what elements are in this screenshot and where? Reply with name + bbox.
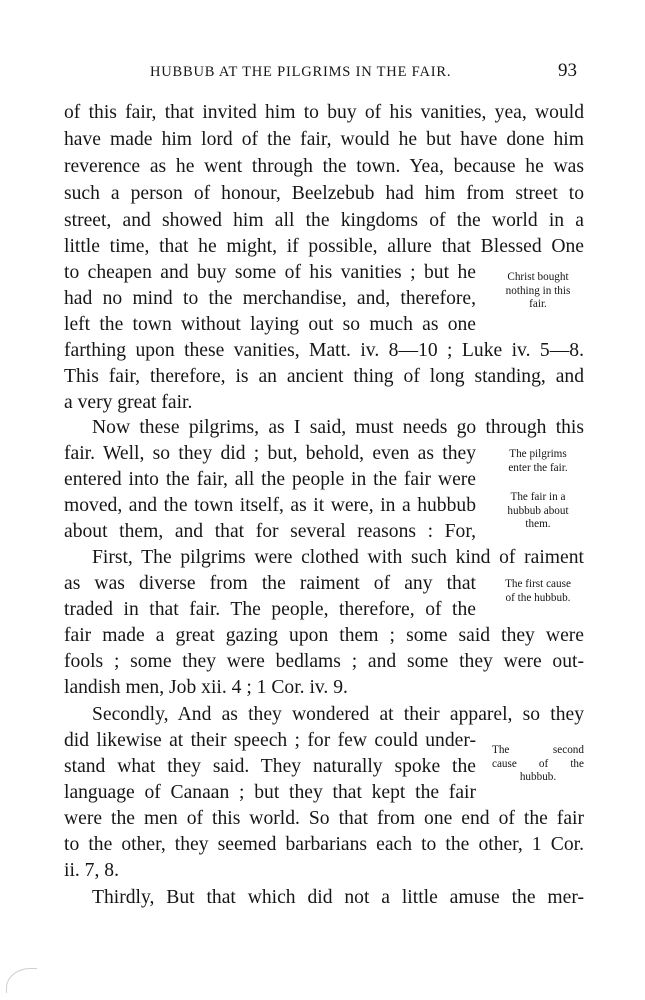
text-line: stand what they said. They naturally spoke the <box>64 756 476 777</box>
margin-note: The fair in a hubbub about them. <box>507 491 569 530</box>
running-title: HUBBUB AT THE PILGRIMS IN THE FAIR. <box>150 64 452 80</box>
text-line: This fair, therefore, is an ancient thing of long standing, and <box>64 366 584 387</box>
text-line: Secondly, And as they wondered at their apparel, so they <box>92 704 584 725</box>
page-number: 93 <box>558 60 577 81</box>
text-line: had no mind to the merchandise, and, therefore, <box>64 288 476 309</box>
text-line: reverence as he went through the town. Yea, because he was <box>64 156 584 177</box>
text-line: fair. Well, so they did ; but, behold, even as they <box>64 443 476 464</box>
text-line: to cheapen and buy some of his vanities ; but he <box>64 262 476 283</box>
margin-note: The pilgrims enter the fair. <box>508 448 568 474</box>
margin-note: The second cause of the hubbub. <box>492 744 584 783</box>
text-line: language of Canaan ; but they that kept the fair <box>64 782 476 803</box>
text-line: a very great fair. <box>64 392 193 413</box>
running-header <box>0 58 645 88</box>
text-line: have made him lord of the fair, would he but have done him <box>64 129 584 150</box>
text-line: moved, and the town itself, as it were, in a hubbub <box>64 495 476 516</box>
text-line: little time, that he might, if possible, allure that Blessed One <box>64 236 584 257</box>
text-line: street, and showed him all the kingdoms of the world in a <box>64 210 584 231</box>
text-line: were the men of this world. So that from one end of the fair <box>64 808 584 829</box>
text-line: as was diverse from the raiment of any that <box>64 573 476 594</box>
text-line: to the other, they seemed barbarians each to the other, 1 Cor. <box>64 834 584 855</box>
text-line: fair made a great gazing upon them ; some said they were <box>64 625 584 646</box>
page-corner-mark <box>6 968 37 993</box>
text-line: of this fair, that invited him to buy of his vanities, yea, would <box>64 102 584 123</box>
text-line: landish men, Job xii. 4 ; 1 Cor. iv. 9. <box>64 677 348 698</box>
margin-note: Christ bought nothing in this fair. <box>505 271 571 310</box>
text-line: farthing upon these vanities, Matt. iv. 8—10 ; Luke iv. 5—8. <box>64 340 584 361</box>
text-line: Thirdly, But that which did not a little amuse the mer- <box>92 887 584 908</box>
text-line: traded in that fair. The people, therefore, of the <box>64 599 476 620</box>
text-line: First, The pilgrims were clothed with such kind of raiment <box>92 547 584 568</box>
text-line: did likewise at their speech ; for few could under- <box>64 730 476 751</box>
text-line: about them, and that for several reasons : For, <box>64 521 476 542</box>
text-line: Now these pilgrims, as I said, must needs go through this <box>92 417 584 438</box>
text-line: entered into the fair, all the people in the fair were <box>64 469 476 490</box>
text-line: such a person of honour, Beelzebub had him from street to <box>64 183 584 204</box>
text-line: left the town without laying out so much as one <box>64 314 476 335</box>
margin-note: The first cause of the hubbub. <box>505 578 571 604</box>
text-line: fools ; some they were bedlams ; and some they were out- <box>64 651 584 672</box>
text-line: ii. 7, 8. <box>64 860 119 881</box>
